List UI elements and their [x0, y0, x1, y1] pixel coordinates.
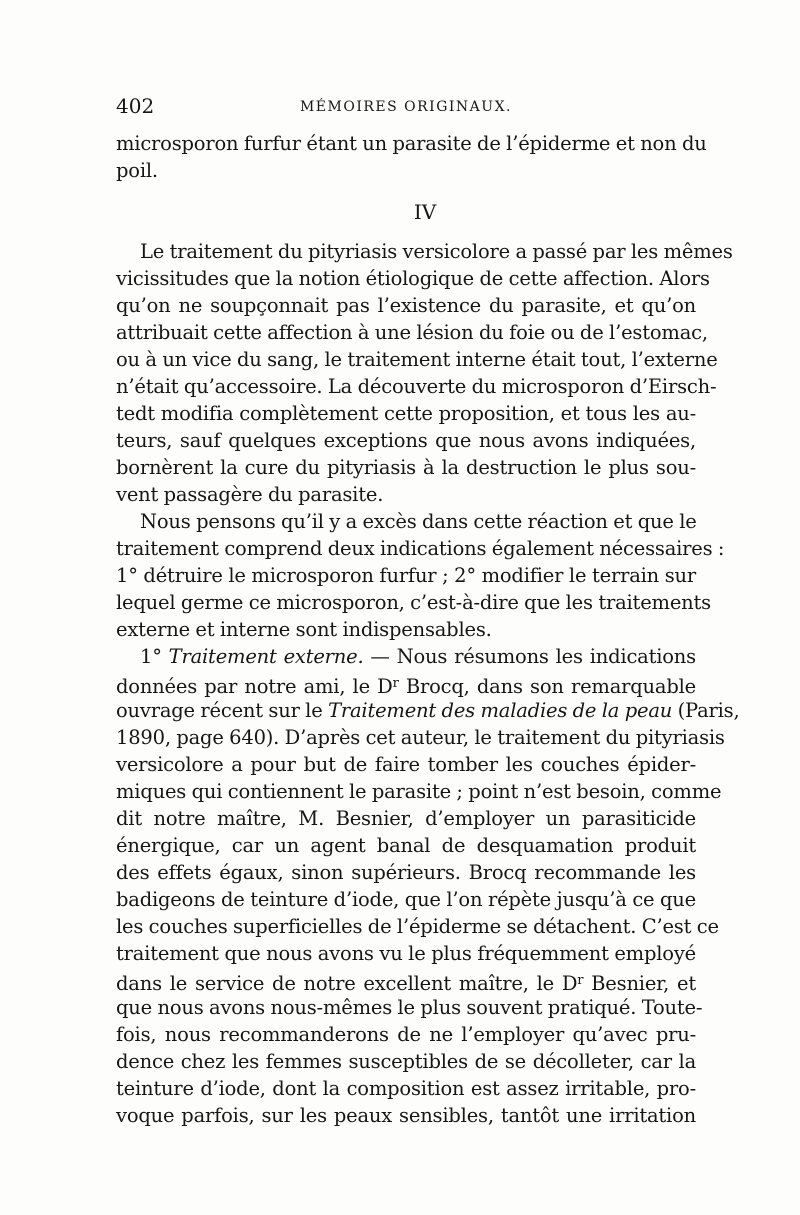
- text-line: versicolore a pour but de faire tomber les couches épider-: [116, 753, 696, 776]
- text-line: énergique, car un agent banal de desquamation produit: [116, 834, 696, 857]
- text-line: [116, 967, 696, 994]
- text-line: les couches superficielles de l’épiderme se détachent. C’est ce: [116, 915, 719, 938]
- text-run: données par notre ami, le D: [116, 675, 393, 698]
- text-run: Besnier, et: [583, 972, 697, 995]
- text-line: dit notre maître, M. Besnier, d’employer un parasiticide: [116, 807, 696, 830]
- italic-book-title: Traitement des maladies de la peau: [328, 699, 673, 722]
- text-line: fois, nous recommanderons de ne l’employer qu’avec pru-: [116, 1023, 696, 1046]
- text-line: voque parfois, sur les peaux sensibles, tantôt une irritation: [116, 1104, 696, 1127]
- text-run: (Paris,: [672, 699, 740, 722]
- text-run: dans le service de notre excellent maître, le D: [116, 972, 578, 995]
- text-line: des effets égaux, sinon supérieurs. Brocq recommande les: [116, 861, 696, 884]
- text-line: bornèrent la cure du pityriasis à la destruction le plus sou-: [116, 456, 696, 479]
- page-header: [116, 92, 696, 120]
- page-number: 402: [116, 94, 155, 118]
- text-line: badigeons de teinture d’iode, que l’on répète jusqu’à ce que: [116, 888, 696, 911]
- text-line: lequel germe ce microsporon, c’est-à-dire que les traitements: [116, 591, 711, 614]
- text-line: externe et interne sont indispensables.: [116, 618, 492, 641]
- text-run: Brocq, dans son remarquable: [398, 675, 696, 698]
- text-line: microsporon furfur étant un parasite de l’épiderme et non du: [116, 132, 707, 155]
- section-heading: IV: [413, 200, 437, 224]
- text-run: ouvrage récent sur le: [116, 699, 329, 722]
- text-line: que nous avons nous-mêmes le plus souvent pratiqué. Toute-: [116, 996, 703, 1019]
- text-line: teinture d’iode, dont la composition est assez irritable, pro-: [116, 1077, 696, 1100]
- text-run: — Nous résumons les indications: [363, 645, 696, 668]
- text-run: 1°: [140, 645, 169, 668]
- body-text: [116, 130, 740, 1129]
- text-line: dence chez les femmes susceptibles de se décolleter, car la: [116, 1050, 696, 1073]
- text-line: Nous pensons qu’il y a excès dans cette réaction et que le: [140, 510, 697, 533]
- text-line: Le traitement du pityriasis versicolore a passé par les mêmes: [140, 240, 733, 263]
- paragraph-1: [116, 238, 733, 508]
- text-line: [116, 643, 696, 670]
- text-line: [116, 697, 740, 724]
- text-line: teurs, sauf quelques exceptions que nous avons indiquées,: [116, 429, 696, 452]
- text-line: n’était qu’accessoire. La découverte du microsporon d’Eirsch-: [116, 375, 717, 398]
- italic-title: Traitement externe.: [168, 645, 364, 668]
- superscript: r: [577, 973, 584, 988]
- text-line: poil.: [116, 159, 158, 182]
- paragraph-3: [116, 643, 740, 1129]
- text-line: traitement comprend deux indications également nécessaires :: [116, 537, 725, 560]
- text-line: vent passagère du parasite.: [116, 483, 384, 506]
- text-line: miques qui contiennent le parasite ; point n’est besoin, comme: [116, 780, 722, 803]
- text-line: 1890, page 640). D’après cet auteur, le traitement du pityriasis: [116, 726, 725, 749]
- text-line: ou à un vice du sang, le traitement interne était tout, l’externe: [116, 348, 718, 371]
- text-line: [116, 670, 696, 697]
- text-line: tedt modifia complètement cette proposition, et tous les au-: [116, 402, 696, 425]
- superscript: r: [392, 676, 399, 691]
- text-line: 1° détruire le microsporon furfur ; 2° modifier le terrain sur: [116, 564, 696, 587]
- text-line: qu’on ne soupçonnait pas l’existence du parasite, et qu’on: [116, 294, 696, 317]
- text-line: traitement que nous avons vu le plus fréquemment employé: [116, 942, 696, 965]
- text-line: vicissitudes que la notion étiologique de cette affection. Alors: [116, 267, 710, 290]
- paragraph-2: [116, 508, 725, 643]
- running-title: MÉMOIRES ORIGINAUX.: [299, 99, 513, 115]
- text-line: attribuait cette affection à une lésion du foie ou de l’estomac,: [116, 321, 708, 344]
